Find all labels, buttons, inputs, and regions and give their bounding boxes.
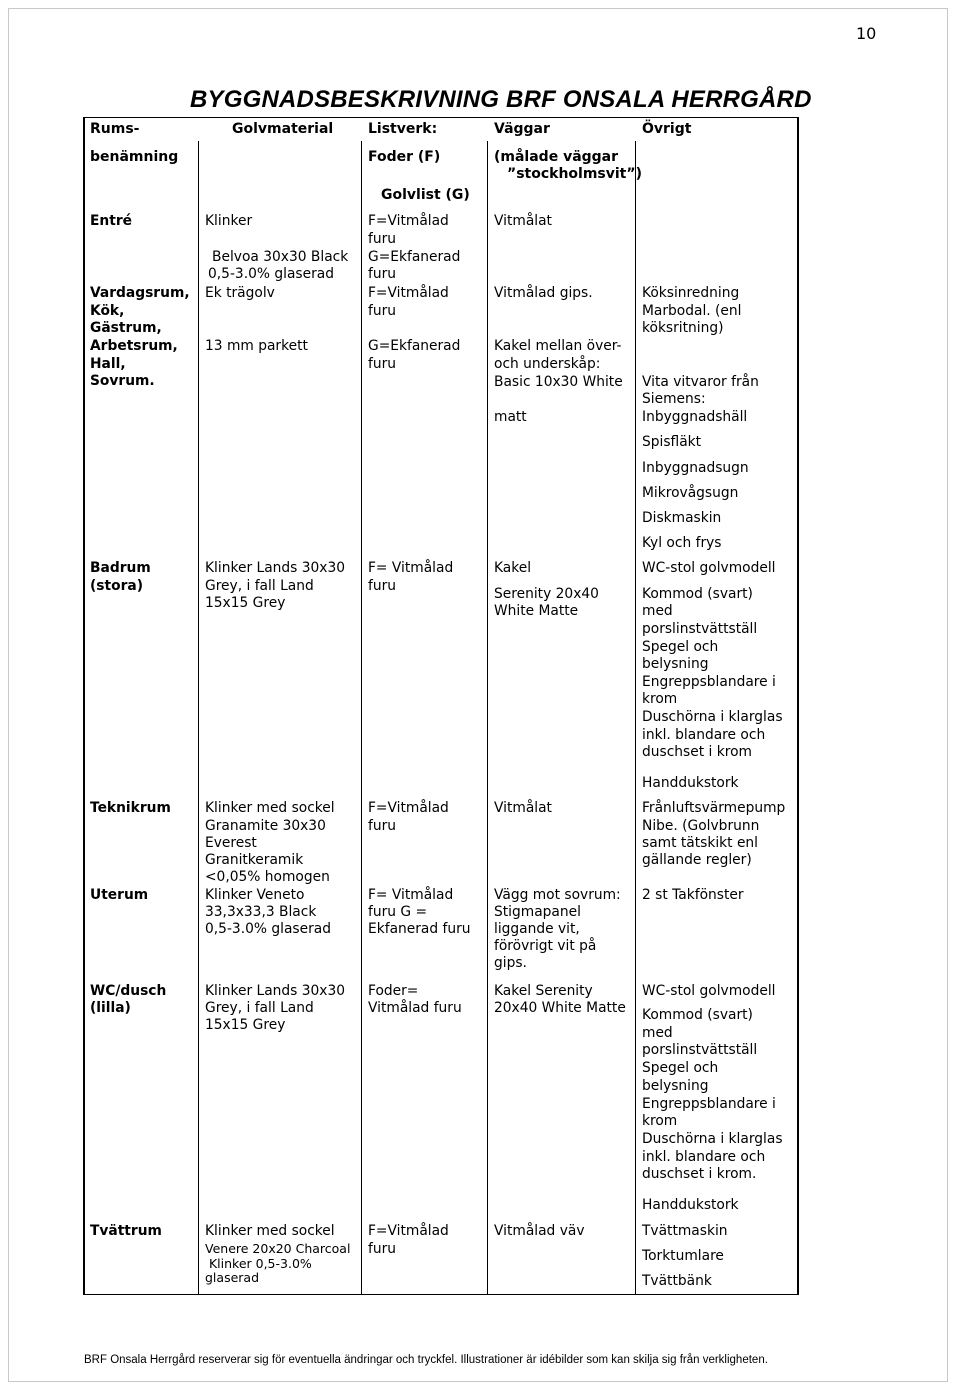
walls: Kakel Serenity — [494, 983, 593, 999]
floor-material: Ek trägolv — [205, 285, 275, 301]
walls: gips. — [494, 955, 527, 971]
trim: furu — [368, 818, 397, 834]
trim: Vitmålad furu — [368, 1000, 462, 1016]
floor-material: Granamite 30x30 — [205, 818, 326, 834]
room-name: (lilla) — [90, 1000, 131, 1016]
trim: Ekfanerad furu — [368, 921, 471, 937]
walls: Kakel — [494, 560, 532, 576]
other: Frånluftsvärmepump — [642, 800, 786, 816]
walls: förövrigt vit på — [494, 938, 597, 954]
floor-material: Klinker Veneto — [205, 887, 305, 903]
trim: F= Vitmålad — [368, 887, 454, 903]
floor-material: 0,5-3.0% glaserad — [205, 921, 331, 937]
header-vaggar-sub: (målade väggar — [494, 149, 619, 165]
floor-material: 13 mm parkett — [205, 338, 308, 354]
header-vaggar-sub: ”stockholmsvit”) — [507, 166, 642, 182]
trim: F=Vitmålad — [368, 213, 449, 229]
walls: och underskåp: — [494, 356, 601, 372]
header-ovrigt: Övrigt — [642, 121, 692, 137]
floor-material: Grey, i fall Land — [205, 1000, 314, 1016]
table-top-border — [84, 117, 799, 118]
trim: furu G = — [368, 904, 428, 920]
floor-material: Belvoa 30x30 Black — [212, 249, 349, 265]
walls: matt — [494, 409, 527, 425]
floor-material: <0,05% homogen — [205, 869, 330, 885]
floor-material: Klinker med sockel — [205, 1223, 335, 1239]
floor-material: 33,3x33,3 Black — [205, 904, 317, 920]
page-title: BYGGNADSBESKRIVNING BRF ONSALA HERRGÅRD — [190, 86, 812, 113]
walls: 20x40 White Matte — [494, 1000, 626, 1016]
other: Nibe. (Golvbrunn — [642, 818, 760, 834]
room-name: Sovrum. — [90, 373, 155, 389]
other: Tvättbänk — [642, 1273, 712, 1289]
floor-material: 15x15 Grey — [205, 595, 286, 611]
trim: F=Vitmålad — [368, 800, 449, 816]
other: belysning — [642, 1078, 709, 1094]
trim: furu — [368, 578, 397, 594]
header-foder: Foder (F) — [368, 149, 441, 165]
other: porslinstvättställ — [642, 621, 758, 637]
trim: furu — [368, 266, 397, 282]
trim: Foder= — [368, 983, 419, 999]
header-benamning: benämning — [90, 149, 179, 165]
other: Spegel och — [642, 1060, 719, 1076]
room-name: Tvättrum — [90, 1223, 162, 1239]
other: inkl. blandare och — [642, 1149, 766, 1165]
trim: furu — [368, 356, 397, 372]
other: Kommod (svart) — [642, 586, 753, 602]
floor-material: glaserad — [205, 1270, 260, 1285]
trim: F= Vitmålad — [368, 560, 454, 576]
walls: Serenity 20x40 — [494, 586, 599, 602]
other: gällande regler) — [642, 852, 752, 868]
other: WC-stol golvmodell — [642, 983, 776, 999]
table-right-border — [797, 117, 799, 1295]
walls: Vitmålad väv — [494, 1223, 585, 1239]
floor-material: Klinker med sockel — [205, 800, 335, 816]
other: Marbodal. (enl — [642, 303, 742, 319]
room-name: Vardagsrum, — [90, 285, 190, 301]
other: Inbyggnadsugn — [642, 460, 749, 476]
floor-material: Klinker Lands 30x30 — [205, 560, 345, 576]
floor-material: Klinker 0,5-3.0% — [205, 1256, 312, 1271]
header-listverk: Listverk: — [368, 121, 438, 137]
other: Spisfläkt — [642, 434, 702, 450]
header-golvlist: Golvlist (G) — [381, 187, 470, 203]
other: Torktumlare — [642, 1248, 724, 1264]
other: köksritning) — [642, 320, 724, 336]
table-left-border — [83, 117, 85, 1295]
header-vaggar: Väggar — [494, 121, 550, 137]
footer-disclaimer: BRF Onsala Herrgård reserverar sig för eventuella ändringar och tryckfel. Illustrationer är idébilder som kan skilja sig från verkligheten. — [84, 1354, 768, 1366]
room-name: Teknikrum — [90, 800, 171, 816]
table-bottom-border — [84, 1294, 799, 1295]
room-name: Arbetsrum, — [90, 338, 178, 354]
header-golvmaterial: Golvmaterial — [232, 121, 334, 137]
trim: furu — [368, 231, 397, 247]
other: Duschörna i klarglas — [642, 1131, 783, 1147]
trim: F=Vitmålad — [368, 285, 449, 301]
other: WC-stol golvmodell — [642, 560, 776, 576]
walls: Vitmålat — [494, 800, 552, 816]
other: med — [642, 603, 673, 619]
other: Mikrovågsugn — [642, 485, 739, 501]
room-name: Uterum — [90, 887, 149, 903]
walls: Vitmålad gips. — [494, 285, 593, 301]
page-number: 10 — [856, 24, 877, 43]
other: inkl. blandare och — [642, 727, 766, 743]
floor-material: Granitkeramik — [205, 852, 304, 868]
other: Handdukstork — [642, 1197, 739, 1213]
room-name: Badrum — [90, 560, 151, 576]
room-name: (stora) — [90, 578, 144, 594]
column-divider — [487, 141, 488, 1295]
other: Siemens: — [642, 391, 706, 407]
other: Diskmaskin — [642, 510, 722, 526]
room-name: WC/dusch — [90, 983, 167, 999]
other: Kommod (svart) — [642, 1007, 753, 1023]
walls: Vitmålat — [494, 213, 552, 229]
walls: liggande vit, — [494, 921, 580, 937]
other: Köksinredning — [642, 285, 740, 301]
other: krom — [642, 691, 678, 707]
walls: White Matte — [494, 603, 579, 619]
floor-material: Klinker — [205, 213, 253, 229]
floor-material: 0,5-3.0% glaserad — [208, 266, 334, 282]
other: Spegel och — [642, 639, 719, 655]
walls: Stigmapanel — [494, 904, 581, 920]
header-rums: Rums- — [90, 121, 140, 137]
trim: furu — [368, 1241, 397, 1257]
column-divider — [361, 141, 362, 1295]
other: porslinstvättställ — [642, 1042, 758, 1058]
floor-material: Everest — [205, 835, 257, 851]
other: Handdukstork — [642, 775, 739, 791]
other: samt tätskikt enl — [642, 835, 759, 851]
floor-material: Venere 20x20 Charcoal — [205, 1241, 351, 1256]
other: krom — [642, 1113, 678, 1129]
other: Vita vitvaror från — [642, 374, 759, 390]
floor-material: Grey, i fall Land — [205, 578, 314, 594]
trim: G=Ekfanerad — [368, 338, 461, 354]
other: Engreppsblandare i — [642, 1096, 776, 1112]
walls: Kakel mellan över- — [494, 338, 622, 354]
other: Duschörna i klarglas — [642, 709, 783, 725]
trim: F=Vitmålad — [368, 1223, 449, 1239]
other: Kyl och frys — [642, 535, 722, 551]
other: med — [642, 1025, 673, 1041]
walls: Vägg mot sovrum: — [494, 887, 621, 903]
other: 2 st Takfönster — [642, 887, 744, 903]
trim: furu — [368, 303, 397, 319]
trim: G=Ekfanerad — [368, 249, 461, 265]
page-frame — [8, 8, 948, 1382]
column-divider — [635, 141, 636, 1295]
other: duschset i krom — [642, 744, 752, 760]
other: duschset i krom. — [642, 1166, 757, 1182]
room-name: Hall, — [90, 356, 126, 372]
room-name: Entré — [90, 213, 133, 229]
floor-material: Klinker Lands 30x30 — [205, 983, 345, 999]
other: Inbyggnadshäll — [642, 409, 748, 425]
floor-material: 15x15 Grey — [205, 1017, 286, 1033]
other: Tvättmaskin — [642, 1223, 728, 1239]
other: belysning — [642, 656, 709, 672]
room-name: Kök, — [90, 303, 125, 319]
column-divider — [198, 141, 199, 1295]
room-name: Gästrum, — [90, 320, 162, 336]
other: Engreppsblandare i — [642, 674, 776, 690]
walls: Basic 10x30 White — [494, 374, 623, 390]
